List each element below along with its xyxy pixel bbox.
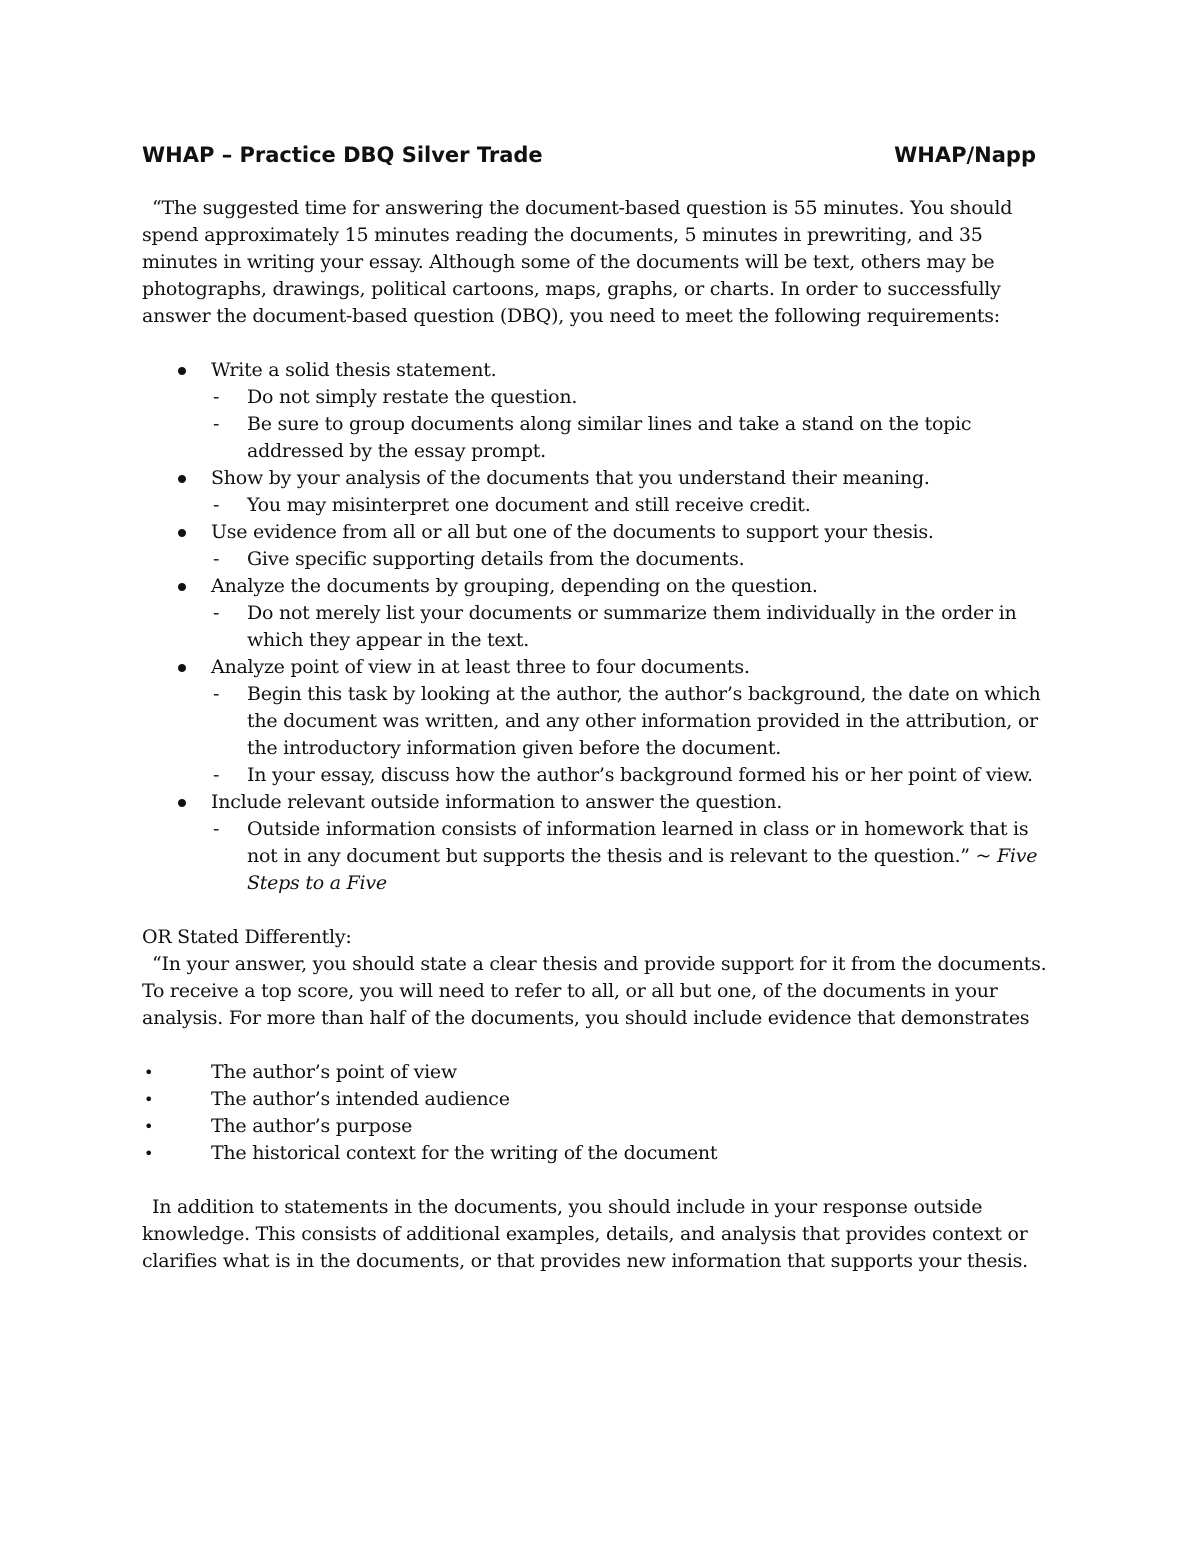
requirement-text: Use evidence from all or all but one of the documents to support your thesis. xyxy=(211,521,934,543)
attribution-source: Five Steps to a Five xyxy=(247,845,1038,894)
requirement-text: Analyze point of view in at least three to four documents. xyxy=(211,656,750,678)
sub-item-text: Outside information consists of information learned in class or in homework that is not in any document but supports the thesis and is relevant to the question.” xyxy=(247,818,1029,867)
bullet-icon xyxy=(178,475,186,483)
evidence-text: The author’s purpose xyxy=(211,1115,413,1137)
evidence-item xyxy=(142,1113,1062,1140)
requirement-item xyxy=(142,573,1062,654)
evidence-list xyxy=(142,1059,1062,1167)
spacer xyxy=(142,1032,1062,1059)
sub-item xyxy=(211,681,1062,762)
requirement-item xyxy=(142,519,1062,573)
attribution-prefix: ~ xyxy=(969,845,997,867)
bullet-icon xyxy=(178,367,186,375)
intro-paragraph: “The suggested time for answering the document-based question is 55 minutes. You should spend approximately 15 minutes reading the documents, 5 minutes in prewriting, and 35 minutes in writing your essay. Although some of the documents will be text, others may be photographs, drawings, political cartoons, maps, graphs, or charts. In order to successfully answer the document-based question (DBQ), you need to meet the following requirements: xyxy=(142,197,1013,327)
sub-list xyxy=(211,492,1062,519)
spacer xyxy=(142,330,1062,357)
dash-icon: - xyxy=(213,818,220,840)
sub-item-text: Give specific supporting details from the documents. xyxy=(247,548,745,570)
sub-item xyxy=(211,762,1062,789)
evidence-item xyxy=(142,1059,1062,1086)
sub-item xyxy=(211,546,1062,573)
requirement-item xyxy=(142,357,1062,465)
sub-list xyxy=(211,681,1062,789)
sub-item-text: Begin this task by looking at the author, the author’s background, the date on which the document was written, and any other information provided in the attribution, or the introductory information given before the document. xyxy=(247,683,1041,759)
course-label: WHAP/Napp xyxy=(894,143,1036,167)
evidence-item xyxy=(142,1140,1062,1167)
requirements-list xyxy=(142,357,1062,897)
closing-paragraph: In addition to statements in the documents, you should include in your response outside knowledge. This consists of additional examples, details, and analysis that provides context or clarifies what is in the documents, or that provides new information that supports your thesis. xyxy=(142,1196,1028,1272)
requirement-text: Analyze the documents by grouping, depending on the question. xyxy=(211,575,818,597)
spacer xyxy=(142,170,1062,195)
bullet-icon xyxy=(178,799,186,807)
evidence-text: The author’s point of view xyxy=(211,1061,457,1083)
bullet-icon xyxy=(178,664,186,672)
spacer xyxy=(142,897,1062,924)
sub-item-text: Do not simply restate the question. xyxy=(247,386,578,408)
sub-item-text: Do not merely list your documents or summarize them individually in the order in which they appear in the text. xyxy=(247,602,1017,651)
alt-intro-paragraph: “In your answer, you should state a clear thesis and provide support for it from the documents. To receive a top score, you will need to refer to all, or all but one, of the documents in your analysis. For more than half of the documents, you should include evidence that demonstrates xyxy=(142,953,1047,1029)
bullet-icon xyxy=(178,583,186,591)
evidence-item xyxy=(142,1086,1062,1113)
document-title: WHAP – Practice DBQ Silver Trade xyxy=(142,143,543,167)
bullet-icon: • xyxy=(144,1117,154,1136)
requirement-item xyxy=(142,789,1062,897)
sub-list xyxy=(211,816,1062,897)
bullet-icon: • xyxy=(144,1063,154,1082)
sub-item xyxy=(211,816,1062,897)
sub-list xyxy=(211,600,1062,654)
dash-icon: - xyxy=(213,548,220,570)
sub-item-text: Be sure to group documents along similar lines and take a stand on the topic addressed by the essay prompt. xyxy=(247,413,972,462)
document-header xyxy=(142,140,1036,170)
dash-icon: - xyxy=(213,413,220,435)
spacer xyxy=(142,1167,1062,1194)
requirement-text: Write a solid thesis statement. xyxy=(211,359,497,381)
requirement-text: Include relevant outside information to answer the question. xyxy=(211,791,783,813)
sub-item xyxy=(211,411,1062,465)
dash-icon: - xyxy=(213,602,220,624)
sub-item-text: You may misinterpret one document and still receive credit. xyxy=(247,494,811,516)
dash-icon: - xyxy=(213,386,220,408)
evidence-text: The author’s intended audience xyxy=(211,1088,510,1110)
dash-icon: - xyxy=(213,494,220,516)
sub-item xyxy=(211,492,1062,519)
dash-icon: - xyxy=(213,683,220,705)
sub-list xyxy=(211,546,1062,573)
document-page xyxy=(142,140,1062,1275)
sub-item-text: In your essay, discuss how the author’s background formed his or her point of view. xyxy=(247,764,1033,786)
evidence-text: The historical context for the writing of the document xyxy=(211,1142,718,1164)
alt-heading: OR Stated Differently: xyxy=(142,926,352,948)
dash-icon: - xyxy=(213,764,220,786)
sub-item xyxy=(211,600,1062,654)
requirement-item xyxy=(142,654,1062,789)
requirement-text: Show by your analysis of the documents that you understand their meaning. xyxy=(211,467,930,489)
sub-item xyxy=(211,384,1062,411)
bullet-icon: • xyxy=(144,1090,154,1109)
bullet-icon: • xyxy=(144,1144,154,1163)
sub-list xyxy=(211,384,1062,465)
bullet-icon xyxy=(178,529,186,537)
requirement-item xyxy=(142,465,1062,519)
